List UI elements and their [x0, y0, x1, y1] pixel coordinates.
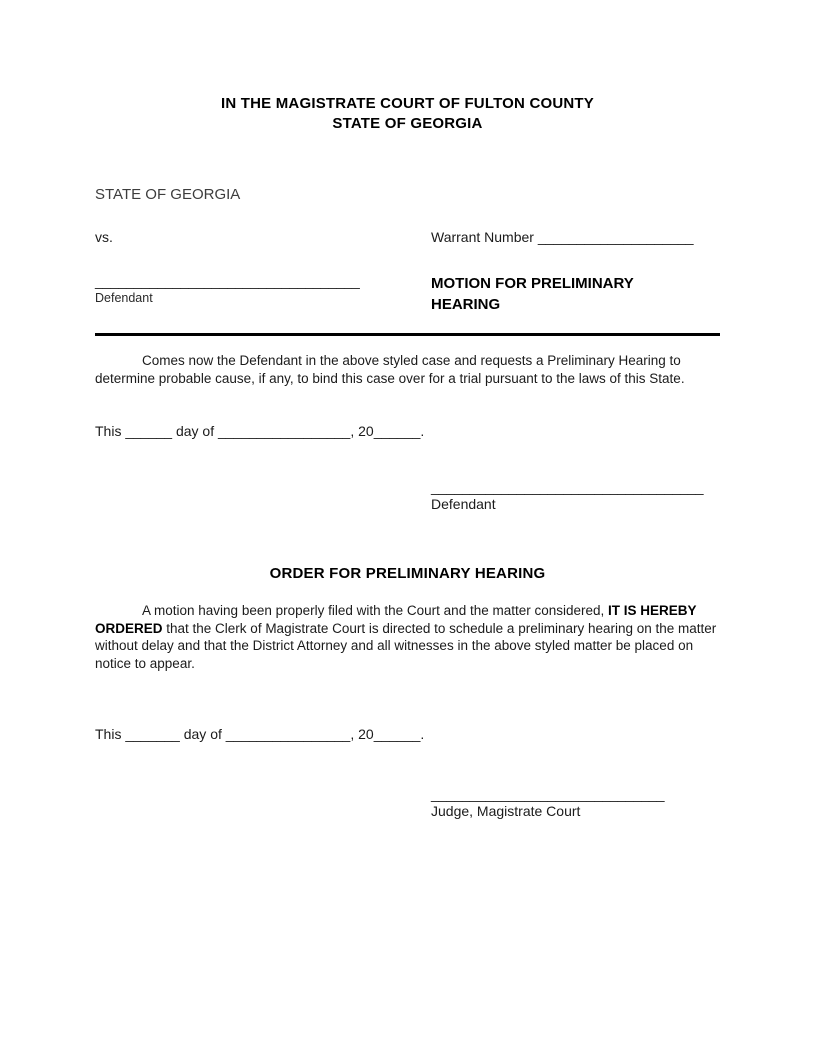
defendant-name-blank: __________________________________ — [95, 273, 360, 289]
caption-divider — [95, 333, 720, 336]
defendant-caption-block — [95, 273, 431, 315]
court-header-line1: IN THE MAGISTRATE COURT OF FULTON COUNTY — [221, 95, 594, 112]
warrant-number-blank: ____________________ — [537, 229, 694, 245]
warrant-number-line — [431, 229, 720, 245]
defendant-signature-block — [431, 479, 720, 513]
defendant-motion-row — [95, 273, 720, 315]
motion-date-line: This ______ day of _________________, 20______. — [95, 423, 425, 439]
defendant-signature-line: ___________________________________ — [431, 479, 704, 495]
order-body-part1: A motion having been properly filed with the Court and the matter considered, — [142, 603, 609, 618]
warrant-number-label: Warrant Number — [431, 229, 534, 245]
judge-signature-block — [431, 786, 720, 820]
defendant-signature-label: Defendant — [431, 496, 496, 512]
court-header — [95, 94, 720, 134]
order-date-line: This _______ day of ________________, 20______. — [95, 726, 425, 742]
judge-signature-line: ______________________________ — [431, 786, 665, 802]
plaintiff-name: STATE OF GEORGIA — [95, 186, 241, 203]
order-title: ORDER FOR PRELIMINARY HEARING — [269, 565, 546, 582]
vs-warrant-row — [95, 229, 720, 245]
order-body — [95, 602, 720, 672]
motion-title-line1: MOTION FOR PRELIMINARY — [431, 275, 634, 292]
motion-title — [431, 273, 720, 315]
court-header-line2: STATE OF GEORGIA — [332, 115, 483, 132]
order-body-bold: IT IS HEREBY ORDERED — [95, 603, 697, 636]
order-body-part2: that the Clerk of Magistrate Court is directed to schedule a preliminary hearing on the matter without delay and that the District Attorney and all witnesses in the above styled matter be placed on notice to appear. — [95, 620, 717, 671]
judge-signature-label: Judge, Magistrate Court — [431, 803, 581, 819]
vs-label: vs. — [95, 229, 113, 245]
motion-body: Comes now the Defendant in the above styled case and requests a Preliminary Hearing to determine probable cause, if any, to bind this case over for a trial pursuant to the laws of this State. — [95, 353, 685, 386]
motion-title-line2: HEARING — [431, 296, 501, 313]
defendant-caption-label: Defendant — [95, 291, 153, 305]
